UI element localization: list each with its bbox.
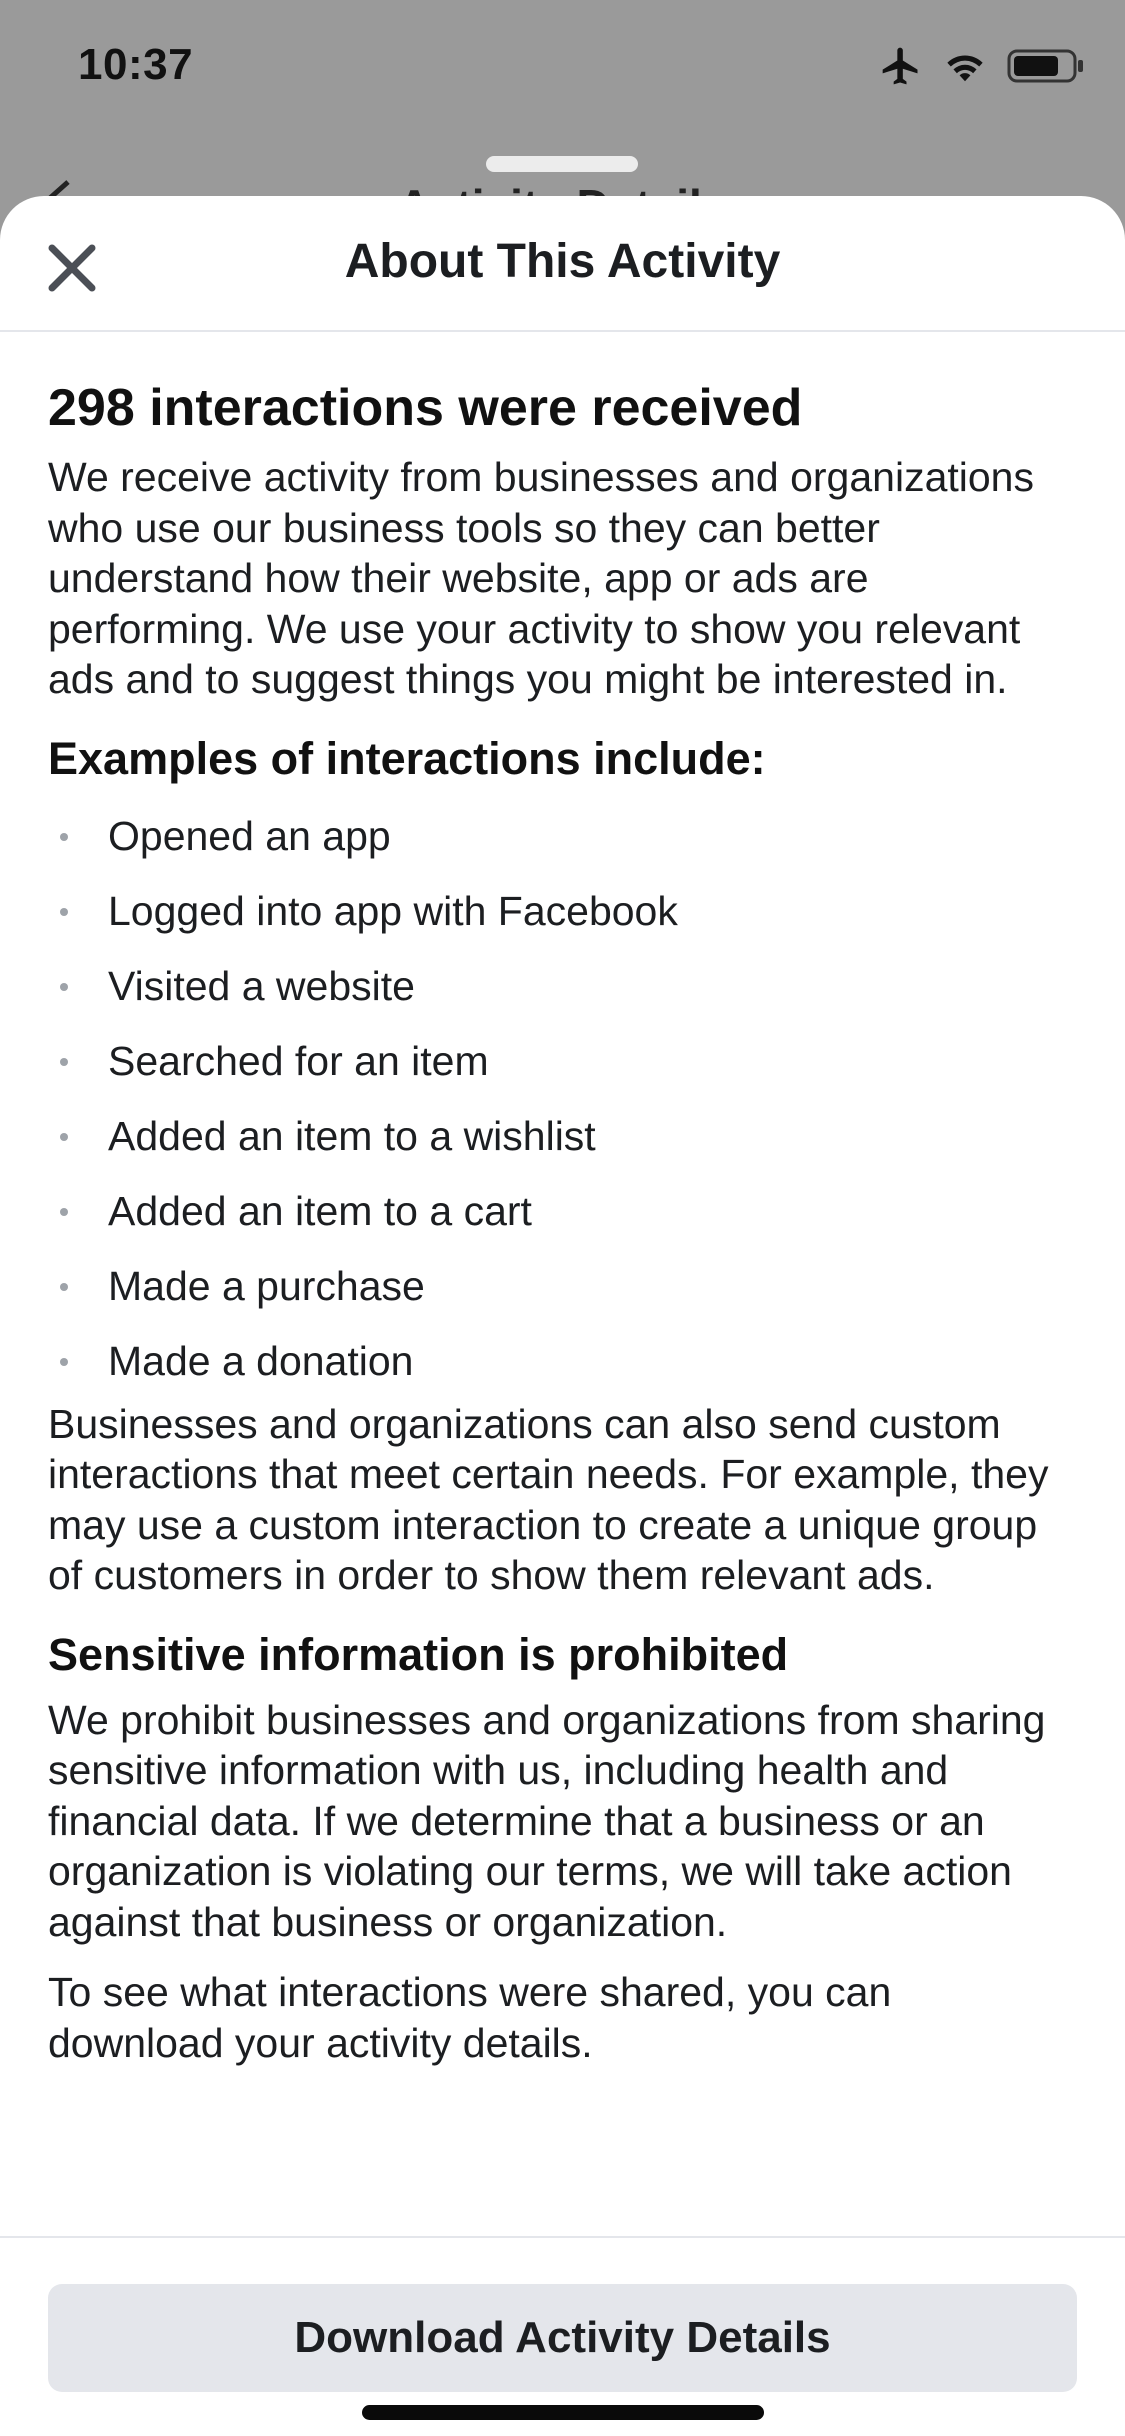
home-indicator[interactable]: [362, 2405, 764, 2420]
list-item-label: Made a purchase: [108, 1262, 425, 1309]
bullet-icon: [60, 908, 68, 916]
list-item-label: Logged into app with Facebook: [108, 887, 678, 934]
list-item: [48, 1099, 1077, 1174]
interactions-count-heading: 298 interactions were received: [48, 379, 803, 437]
sheet-content: [0, 332, 1125, 2068]
bullet-icon: [60, 1208, 68, 1216]
list-item: [48, 1324, 1077, 1399]
sheet-title: About This Activity: [344, 235, 781, 288]
airplane-icon: [879, 44, 923, 93]
bullet-icon: [60, 1058, 68, 1066]
list-item-label: Added an item to a cart: [108, 1187, 532, 1234]
bullet-icon: [60, 1133, 68, 1141]
download-activity-details-button[interactable]: Download Activity Details: [48, 2284, 1077, 2392]
list-item-label: Added an item to a wishlist: [108, 1112, 596, 1159]
bullet-icon: [60, 1283, 68, 1291]
status-icons: [879, 44, 1085, 93]
list-item: [48, 799, 1077, 874]
bullet-icon: [60, 983, 68, 991]
list-item-label: Opened an app: [108, 812, 391, 859]
list-item: [48, 1024, 1077, 1099]
list-item-label: Visited a website: [108, 962, 415, 1009]
list-item: [48, 874, 1077, 949]
wifi-icon: [943, 48, 987, 89]
sheet-header: [0, 196, 1125, 332]
sensitive-info-text: We prohibit businesses and organizations from sharing sensitive information with us, including health and financial data. If we determine that a business or an organization is violating our terms, we will take action against that business or organization.: [48, 1696, 1046, 1945]
examples-list: [48, 799, 1077, 1399]
list-item-label: Made a donation: [108, 1337, 414, 1384]
sheet-footer: [0, 2236, 1125, 2436]
bullet-icon: [60, 833, 68, 841]
custom-interactions-text: Businesses and organizations can also send custom interactions that meet certain needs. For example, they may use a custom interaction to create a unique group of customers in order to show them relevant ads.: [48, 1400, 1049, 1598]
list-item: [48, 1174, 1077, 1249]
list-item: [48, 949, 1077, 1024]
download-hint-text: To see what interactions were shared, you can download your activity details.: [48, 1969, 892, 2066]
status-time: 10:37: [78, 40, 194, 89]
list-item-label: Searched for an item: [108, 1037, 489, 1084]
intro-text: We receive activity from businesses and organizations who use our business tools so they can better understand how their website, app or ads are performing. We use your activity to show you relevant ads and to suggest things you might be interested in.: [48, 454, 1034, 702]
list-item: [48, 1249, 1077, 1324]
battery-icon: [1007, 47, 1085, 90]
examples-heading: Examples of interactions include:: [48, 732, 766, 784]
about-activity-sheet: [0, 196, 1125, 2436]
bullet-icon: [60, 1358, 68, 1366]
sheet-grabber[interactable]: [486, 156, 638, 172]
sensitive-info-heading: Sensitive information is prohibited: [48, 1628, 789, 1680]
